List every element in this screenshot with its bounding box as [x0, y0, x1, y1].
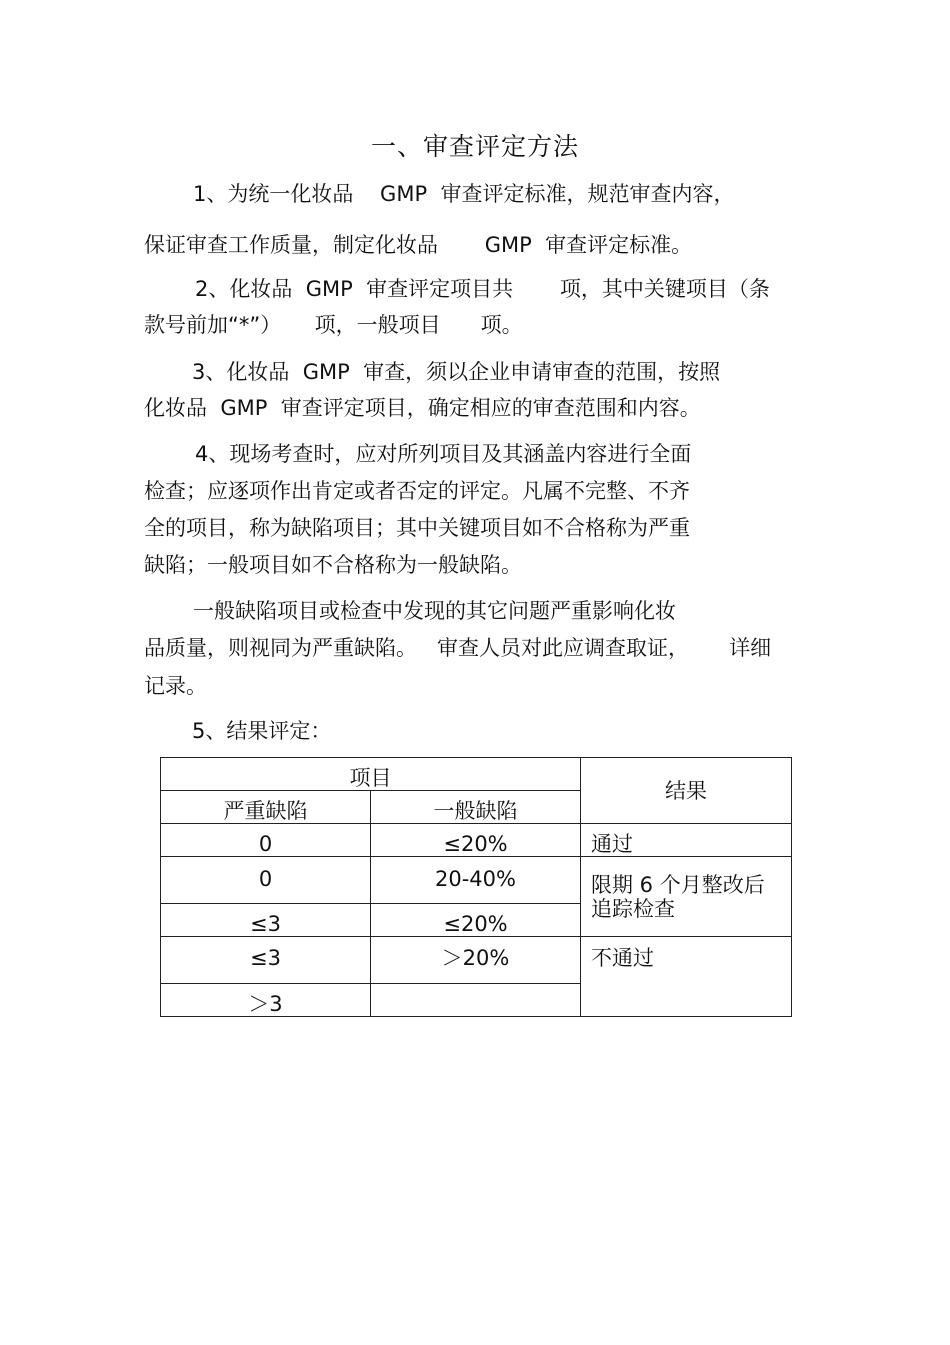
paragraph-4-line-4: 缺陷；一般项目如不合格称为一般缺陷。 — [144, 553, 522, 577]
paragraph-3-line-2: 化妆品 GMP 审查评定项目，确定相应的审查范围和内容。 — [144, 396, 701, 420]
evaluation-table — [160, 757, 792, 1017]
header-result-cell: 结果 — [581, 758, 792, 824]
paragraph-2-line-1: 2、化妆品 GMP 审查评定项目共 项，其中关键项目（条 — [195, 277, 770, 301]
paragraph-1-line-1: 1、为统一化妆品 GMP 审查评定标准，规范审查内容， — [193, 182, 735, 206]
general-cell: 20-40% — [371, 857, 581, 904]
general-cell: ≤20% — [371, 904, 581, 937]
paragraph-5-line-2: 品质量，则视同为严重缺陷。 审查人员对此应调查取证， 详细 — [144, 636, 772, 660]
table-row — [161, 824, 792, 857]
paragraph-5-line-1: 一般缺陷项目或检查中发现的其它问题严重影响化妆 — [193, 599, 676, 623]
paragraph-5-line-3: 记录。 — [144, 674, 207, 698]
serious-cell: ＞3 — [161, 984, 371, 1017]
table-header-row — [161, 758, 792, 791]
serious-cell: 0 — [161, 857, 371, 904]
paragraph-4-line-1: 4、现场考查时，应对所列项目及其涵盖内容进行全面 — [195, 442, 692, 466]
paragraph-3-line-1: 3、化妆品 GMP 审查，须以企业申请审查的范围，按照 — [192, 360, 721, 384]
result-cell: 限期 6 个月整改后追踪检查 — [581, 857, 792, 937]
general-cell — [371, 984, 581, 1017]
result-cell: 不通过 — [581, 937, 792, 1017]
document-title: 一、审查评定方法 — [370, 132, 579, 161]
header-serious-cell: 严重缺陷 — [161, 791, 371, 824]
table-row — [161, 937, 792, 984]
general-cell: ＞20% — [371, 937, 581, 984]
header-general-cell: 一般缺陷 — [371, 791, 581, 824]
table-row — [161, 857, 792, 904]
paragraph-4-line-3: 全的项目，称为缺陷项目；其中关键项目如不合格称为严重 — [144, 516, 690, 540]
serious-cell: ≤3 — [161, 937, 371, 984]
header-item-cell: 项目 — [161, 758, 581, 791]
result-cell: 通过 — [581, 824, 792, 857]
serious-cell: ≤3 — [161, 904, 371, 937]
serious-cell: 0 — [161, 824, 371, 857]
paragraph-4-line-2: 检查；应逐项作出肯定或者否定的评定。凡属不完整、不齐 — [144, 479, 690, 503]
paragraph-2-line-2: 款号前加“*”） 项，一般项目 项。 — [144, 313, 523, 337]
paragraph-6-line-1: 5、结果评定： — [192, 719, 332, 743]
paragraph-1-line-2: 保证审查工作质量，制定化妆品 GMP 审查评定标准。 — [144, 233, 693, 257]
general-cell: ≤20% — [371, 824, 581, 857]
